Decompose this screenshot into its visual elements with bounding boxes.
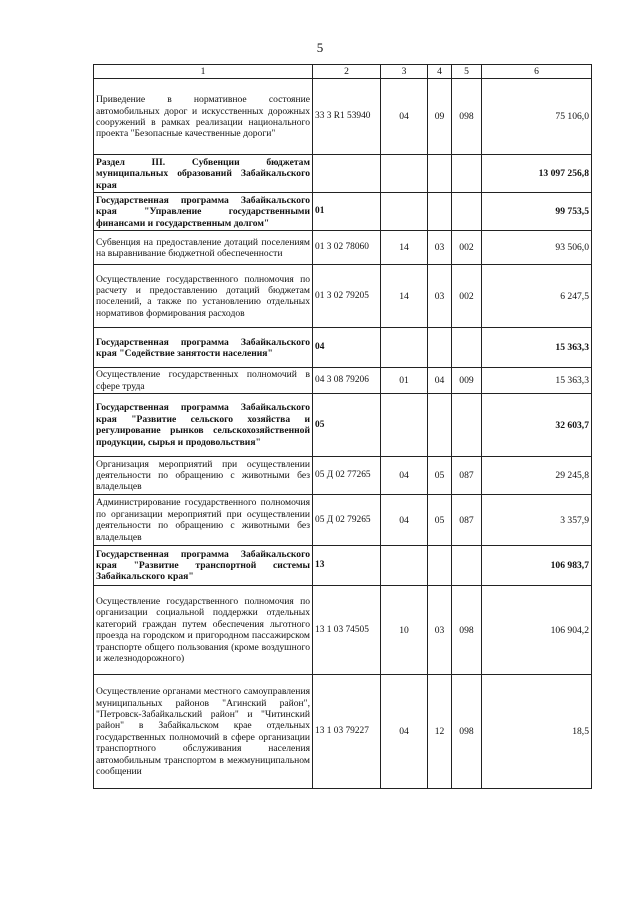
section-code: 04: [381, 79, 428, 155]
page-number: 5: [316, 40, 324, 55]
expense-type-code: 098: [452, 675, 482, 789]
subsection-code: 03: [428, 586, 452, 675]
row-name: Осуществление государственного полномочия по организации социальной поддержки отдельных категорий граждан путем обеспечения льготного проезда на городском и пригородном пассажирском транспорте общего пользования (кроме воздушного и железнодорожного): [94, 586, 313, 675]
row-name: Приведение в нормативное состояние автомобильных дорог и искусственных дорожных сооружений в рамках реализации национального проекта "Безопасные качественные дороги": [94, 79, 313, 155]
expense-type-code: [452, 394, 482, 457]
column-number-row: [94, 65, 592, 79]
row-name: Государственная программа Забайкальского края "Развитие транспортной системы Забайкальского края": [94, 546, 313, 586]
target-article-code: 33 3 R1 53940: [313, 79, 381, 155]
table-row: [94, 457, 592, 495]
row-name: Государственная программа Забайкальского края "Развитие сельского хозяйства и регулирование рынков сельскохозяйственной продукции, сырья и продовольствия": [94, 394, 313, 457]
target-article-code: 13 1 03 74505: [313, 586, 381, 675]
table-row: [94, 675, 592, 789]
amount: 93 506,0: [482, 231, 592, 265]
column-header: 2: [313, 65, 381, 79]
column-header: 1: [94, 65, 313, 79]
row-name: Государственная программа Забайкальского края "Содействие занятости населения": [94, 328, 313, 368]
table-row: [94, 265, 592, 328]
table-row: [94, 586, 592, 675]
section-code: [381, 546, 428, 586]
row-name: Осуществление государственного полномочия по расчету и предоставлению дотаций бюджетам поселений, а также по установлению отдельных нормативов формирования расходов: [94, 265, 313, 328]
section-code: 01: [381, 368, 428, 394]
column-header: 6: [482, 65, 592, 79]
column-header: 5: [452, 65, 482, 79]
subsection-code: 05: [428, 457, 452, 495]
amount: 15 363,3: [482, 328, 592, 368]
amount: 15 363,3: [482, 368, 592, 394]
row-name: Государственная программа Забайкальского края "Управление государственными финансами и государственным долгом": [94, 193, 313, 231]
target-article-code: 13: [313, 546, 381, 586]
subsection-code: 12: [428, 675, 452, 789]
table-row: [94, 155, 592, 193]
target-article-code: 04: [313, 328, 381, 368]
subsection-code: [428, 546, 452, 586]
amount: 18,5: [482, 675, 592, 789]
expense-type-code: 098: [452, 586, 482, 675]
amount: 3 357,9: [482, 495, 592, 546]
table-row: [94, 193, 592, 231]
subsection-code: 04: [428, 368, 452, 394]
target-article-code: 04 3 08 79206: [313, 368, 381, 394]
amount: 99 753,5: [482, 193, 592, 231]
subsection-code: 09: [428, 79, 452, 155]
target-article-code: 01 3 02 78060: [313, 231, 381, 265]
column-header: 4: [428, 65, 452, 79]
target-article-code: 05: [313, 394, 381, 457]
section-code: 04: [381, 457, 428, 495]
amount: 29 245,8: [482, 457, 592, 495]
subsection-code: [428, 193, 452, 231]
row-name: Организация мероприятий при осуществлении деятельности по обращению с животными без владельцев: [94, 457, 313, 495]
expense-type-code: 087: [452, 457, 482, 495]
table-row: [94, 368, 592, 394]
subsection-code: 03: [428, 265, 452, 328]
section-code: 04: [381, 495, 428, 546]
row-name: Осуществление государственных полномочий в сфере труда: [94, 368, 313, 394]
expense-type-code: [452, 193, 482, 231]
table-row: [94, 328, 592, 368]
table-row: [94, 394, 592, 457]
expense-type-code: [452, 155, 482, 193]
section-code: [381, 155, 428, 193]
section-code: [381, 394, 428, 457]
expense-type-code: 009: [452, 368, 482, 394]
amount: 13 097 256,8: [482, 155, 592, 193]
table-row: [94, 231, 592, 265]
section-code: 04: [381, 675, 428, 789]
target-article-code: 05 Д 02 79265: [313, 495, 381, 546]
section-code: [381, 328, 428, 368]
target-article-code: 13 1 03 79227: [313, 675, 381, 789]
row-name: Субвенция на предоставление дотаций поселениям на выравнивание бюджетной обеспеченности: [94, 231, 313, 265]
table-row: [94, 495, 592, 546]
amount: 6 247,5: [482, 265, 592, 328]
amount: 32 603,7: [482, 394, 592, 457]
expense-type-code: [452, 546, 482, 586]
column-header: 3: [381, 65, 428, 79]
section-code: 10: [381, 586, 428, 675]
subsection-code: 05: [428, 495, 452, 546]
section-code: [381, 193, 428, 231]
row-name: Осуществление органами местного самоуправления муниципальных районов "Агинский район", "Петровск-Забайкальский район" и "Читинский район" в Забайкальском крае отдельных государственных полномочий в сфере организации транспортного обслуживания населения автомобильным транспортом в межмуниципальном сообщении: [94, 675, 313, 789]
section-code: 14: [381, 231, 428, 265]
table-row: [94, 546, 592, 586]
amount: 106 983,7: [482, 546, 592, 586]
amount: 75 106,0: [482, 79, 592, 155]
subsection-code: 03: [428, 231, 452, 265]
expense-type-code: 098: [452, 79, 482, 155]
amount: 106 904,2: [482, 586, 592, 675]
expense-type-code: 002: [452, 231, 482, 265]
row-name: Раздел III. Субвенции бюджетам муниципальных образований Забайкальского края: [94, 155, 313, 193]
budget-table: [93, 64, 592, 789]
row-name: Администрирование государственного полномочия по организации мероприятий при осуществлении деятельности по обращению с животными без владельцев: [94, 495, 313, 546]
expense-type-code: [452, 328, 482, 368]
subsection-code: [428, 328, 452, 368]
expense-type-code: 087: [452, 495, 482, 546]
table-row: [94, 79, 592, 155]
target-article-code: [313, 155, 381, 193]
target-article-code: 01: [313, 193, 381, 231]
expense-type-code: 002: [452, 265, 482, 328]
target-article-code: 05 Д 02 77265: [313, 457, 381, 495]
subsection-code: [428, 155, 452, 193]
target-article-code: 01 3 02 79205: [313, 265, 381, 328]
section-code: 14: [381, 265, 428, 328]
subsection-code: [428, 394, 452, 457]
